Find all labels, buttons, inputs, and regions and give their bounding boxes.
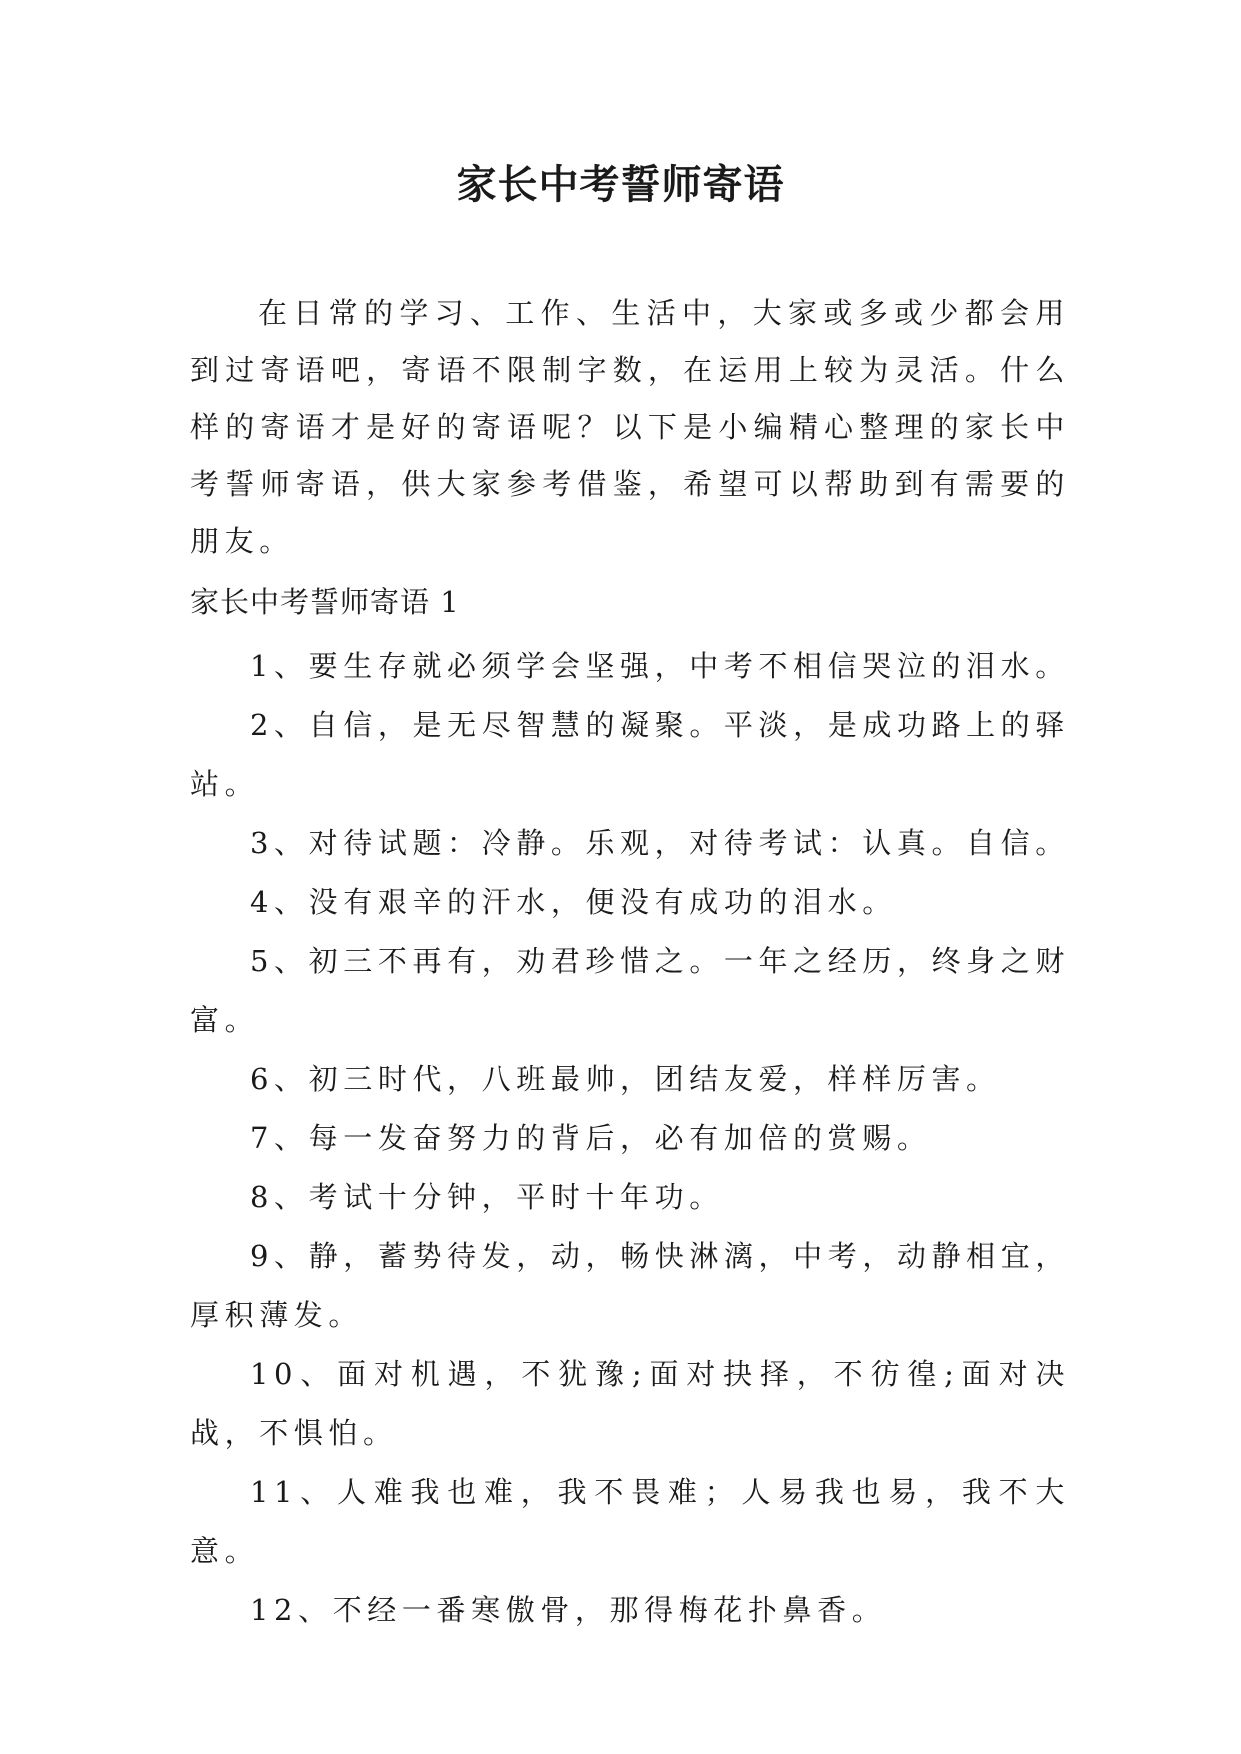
message-item: 8、考试十分钟，平时十年功。 [250, 1180, 724, 1214]
document-title: 家长中考誓师寄语 [456, 161, 785, 208]
message-list [190, 637, 1070, 1640]
message-item: 12、不经一番寒傲骨，那得梅花扑鼻香。 [250, 1593, 887, 1627]
message-item: 2、自信，是无尽智慧的凝聚。平淡，是成功路上的驿站。 [190, 708, 1070, 801]
message-item: 9、静，蓄势待发，动，畅快淋漓，中考，动静相宜，厚积薄发。 [190, 1239, 1070, 1332]
message-item: 1、要生存就必须学会坚强，中考不相信哭泣的泪水。 [250, 649, 1070, 683]
message-item: 3、对待试题：冷静。乐观，对待考试：认真。自信。 [250, 826, 1070, 860]
message-item: 7、每一发奋努力的背后，必有加倍的赏赐。 [250, 1121, 932, 1155]
section-heading: 家长中考誓师寄语 1 [190, 585, 460, 619]
message-item: 6、初三时代，八班最帅，团结友爱，样样厉害。 [250, 1062, 1001, 1096]
message-item: 5、初三不再有，劝君珍惜之。一年之经历，终身之财富。 [190, 944, 1070, 1037]
message-item: 10、面对机遇，不犹豫;面对抉择，不彷徨;面对决战，不惧怕。 [190, 1357, 1070, 1450]
intro-paragraph: 在日常的学习、工作、生活中，大家或多或少都会用到过寄语吧，寄语不限制字数，在运用上较为灵活。什么样的寄语才是好的寄语呢？以下是小编精心整理的家长中考誓师寄语，供大家参考借鉴，希望可以帮助到有需要的朋友。 [190, 296, 1070, 558]
message-item: 11、人难我也难，我不畏难；人易我也易，我不大意。 [190, 1475, 1070, 1568]
message-item: 4、没有艰辛的汗水，便没有成功的泪水。 [250, 885, 897, 919]
